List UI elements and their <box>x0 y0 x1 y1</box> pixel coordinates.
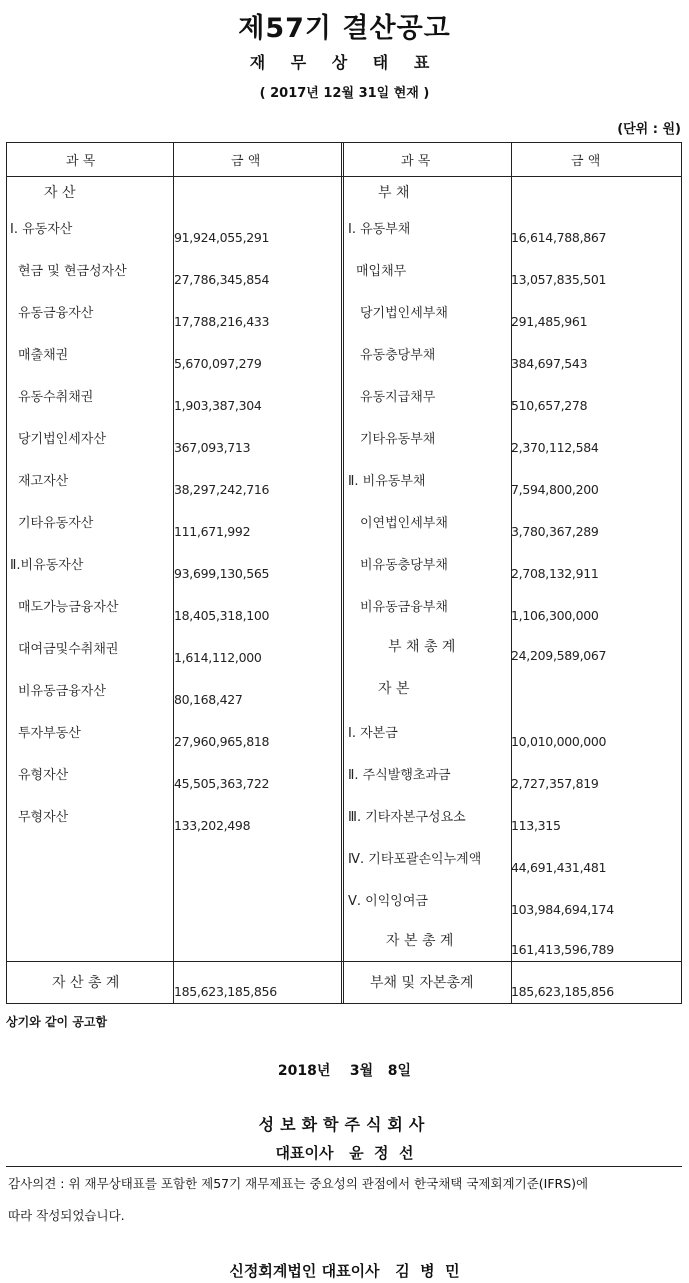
liabilities-total-label: 부 채 총 계 <box>388 639 456 655</box>
assets-row-label: 매도가능금융자산 <box>18 600 119 615</box>
grand-total-amount: 185,623,185,856 <box>511 984 614 999</box>
liabilities-row-amount: 16,614,788,867 <box>511 230 607 245</box>
assets-row-amount: 1,614,112,000 <box>174 650 262 665</box>
liabilities-row-amount: 13,057,835,501 <box>511 272 607 287</box>
assets-row-amount: 18,405,318,100 <box>174 608 270 623</box>
equity-row-label: Ⅳ. 기타포괄손익누계액 <box>348 852 482 867</box>
equity-row-amount: 10,010,000,000 <box>511 734 607 749</box>
liabilities-row-amount: 384,697,543 <box>511 356 588 371</box>
assets-row-amount: 45,505,363,722 <box>174 776 270 791</box>
equity-row-label: Ⅰ. 자본금 <box>348 726 398 741</box>
assets-row-label: Ⅱ.비유동자산 <box>10 558 84 573</box>
table-border-right <box>681 142 682 1004</box>
equity-row-amount: 2,727,357,819 <box>511 776 599 791</box>
currency-unit: (단위 : 원) <box>617 122 681 137</box>
table-border-left <box>6 142 7 1004</box>
liabilities-row-label: 이연법인세부채 <box>360 516 448 531</box>
notice-text: 상기와 같이 공고함 <box>6 1015 108 1029</box>
equity-row-label: Ⅱ. 주식발행초과금 <box>348 768 451 783</box>
header-amount-right: 금 액 <box>571 154 601 169</box>
assets-row-label: 재고자산 <box>18 474 69 489</box>
audit-opinion-line-1: 감사의견 : 위 재무상태표를 포함한 제57기 재무제표는 중요성의 관점에서 한국채택 국제회계기준(IFRS)에 <box>8 1176 589 1191</box>
table-border-top <box>6 142 682 143</box>
assets-row-label: 대여금및수취채권 <box>18 642 119 657</box>
liabilities-row-label: 당기법인세부채 <box>360 306 448 321</box>
assets-row-amount: 27,786,345,854 <box>174 272 270 287</box>
liabilities-row-label: 비유동충당부채 <box>360 558 448 573</box>
assets-row-label: 매출채권 <box>18 348 69 363</box>
equity-total-amount: 161,413,596,789 <box>511 942 614 957</box>
assets-row-amount: 5,670,097,279 <box>174 356 262 371</box>
assets-row-amount: 133,202,498 <box>174 818 251 833</box>
assets-total-label: 자 산 총 계 <box>52 975 120 991</box>
table-border-bottom <box>6 1003 682 1004</box>
assets-row-label: 현금 및 현금성자산 <box>18 264 127 279</box>
equity-total-label: 자 본 총 계 <box>386 933 454 949</box>
liabilities-row-amount: 1,106,300,000 <box>511 608 599 623</box>
liabilities-row-label: Ⅰ. 유동부채 <box>348 222 411 237</box>
assets-row-label: 비유동금융자산 <box>18 684 106 699</box>
company-name: 성보화학주식회사 <box>258 1115 431 1134</box>
as-of-date: ( 2017년 12월 31일 현재 ) <box>259 86 430 101</box>
liabilities-section-label: 부 채 <box>378 185 410 201</box>
assets-row-label: 무형자산 <box>18 810 69 825</box>
liabilities-row-label: 기타유동부채 <box>360 432 436 447</box>
ceo-name: 대표이사 윤 정 선 <box>275 1144 414 1162</box>
assets-section-label: 자 산 <box>44 185 76 201</box>
auditor-name: 신정회계법인 대표이사 김 병 민 <box>229 1262 460 1280</box>
equity-row-amount: 103,984,694,174 <box>511 902 614 917</box>
liabilities-row-amount: 3,780,367,289 <box>511 524 599 539</box>
assets-row-amount: 367,093,713 <box>174 440 251 455</box>
assets-row-amount: 80,168,427 <box>174 692 243 707</box>
liabilities-row-label: Ⅱ. 비유동부채 <box>348 474 426 489</box>
liabilities-row-amount: 2,708,132,911 <box>511 566 599 581</box>
liabilities-total-amount: 24,209,589,067 <box>511 648 607 663</box>
assets-row-label: 기타유동자산 <box>18 516 94 531</box>
statement-title: 재 무 상 태 표 <box>249 53 440 72</box>
assets-row-amount: 1,903,387,304 <box>174 398 262 413</box>
assets-row-amount: 111,671,992 <box>174 524 251 539</box>
assets-row-label: 유형자산 <box>18 768 69 783</box>
assets-row-label: 유동금융자산 <box>18 306 94 321</box>
liabilities-row-label: 비유동금융부채 <box>360 600 448 615</box>
equity-row-label: Ⅲ. 기타자본구성요소 <box>348 810 466 825</box>
balance-sheet-table <box>6 142 682 1004</box>
assets-row-label: 투자부동산 <box>18 726 81 741</box>
assets-row-amount: 38,297,242,716 <box>174 482 270 497</box>
header-account-left: 과 목 <box>66 154 96 169</box>
divider <box>6 1166 682 1167</box>
liabilities-row-label: 유동지급채무 <box>360 390 436 405</box>
grand-total-label: 부채 및 자본총계 <box>370 975 474 991</box>
assets-row-amount: 27,960,965,818 <box>174 734 270 749</box>
total-divider <box>6 961 682 962</box>
header-divider <box>6 176 682 177</box>
notice-title: 제57기 결산공고 <box>238 13 451 44</box>
assets-row-amount: 17,788,216,433 <box>174 314 270 329</box>
liabilities-row-amount: 7,594,800,200 <box>511 482 599 497</box>
equity-row-amount: 44,691,431,481 <box>511 860 607 875</box>
header-account-right: 과 목 <box>401 154 431 169</box>
center-divider-a <box>341 142 342 1004</box>
assets-row-label: 당기법인세자산 <box>18 432 106 447</box>
notice-date: 2018년 3월 8일 <box>277 1063 412 1079</box>
equity-row-amount: 113,315 <box>511 818 561 833</box>
assets-row-label: 유동수취채권 <box>18 390 94 405</box>
center-divider-b <box>343 142 344 1004</box>
audit-opinion-line-2: 따라 작성되었습니다. <box>8 1208 125 1223</box>
assets-row-label: Ⅰ. 유동자산 <box>10 222 73 237</box>
assets-row-amount: 91,924,055,291 <box>174 230 270 245</box>
equity-section-label: 자 본 <box>378 681 410 697</box>
header-amount-left: 금 액 <box>231 154 261 169</box>
assets-total-amount: 185,623,185,856 <box>174 984 277 999</box>
liabilities-row-amount: 510,657,278 <box>511 398 588 413</box>
assets-row-amount: 93,699,130,565 <box>174 566 270 581</box>
liabilities-row-amount: 2,370,112,584 <box>511 440 599 455</box>
liabilities-row-label: 유동충당부채 <box>360 348 436 363</box>
liabilities-row-label: 매입채무 <box>356 264 407 279</box>
equity-row-label: Ⅴ. 이익잉여금 <box>348 894 428 909</box>
liabilities-row-amount: 291,485,961 <box>511 314 588 329</box>
